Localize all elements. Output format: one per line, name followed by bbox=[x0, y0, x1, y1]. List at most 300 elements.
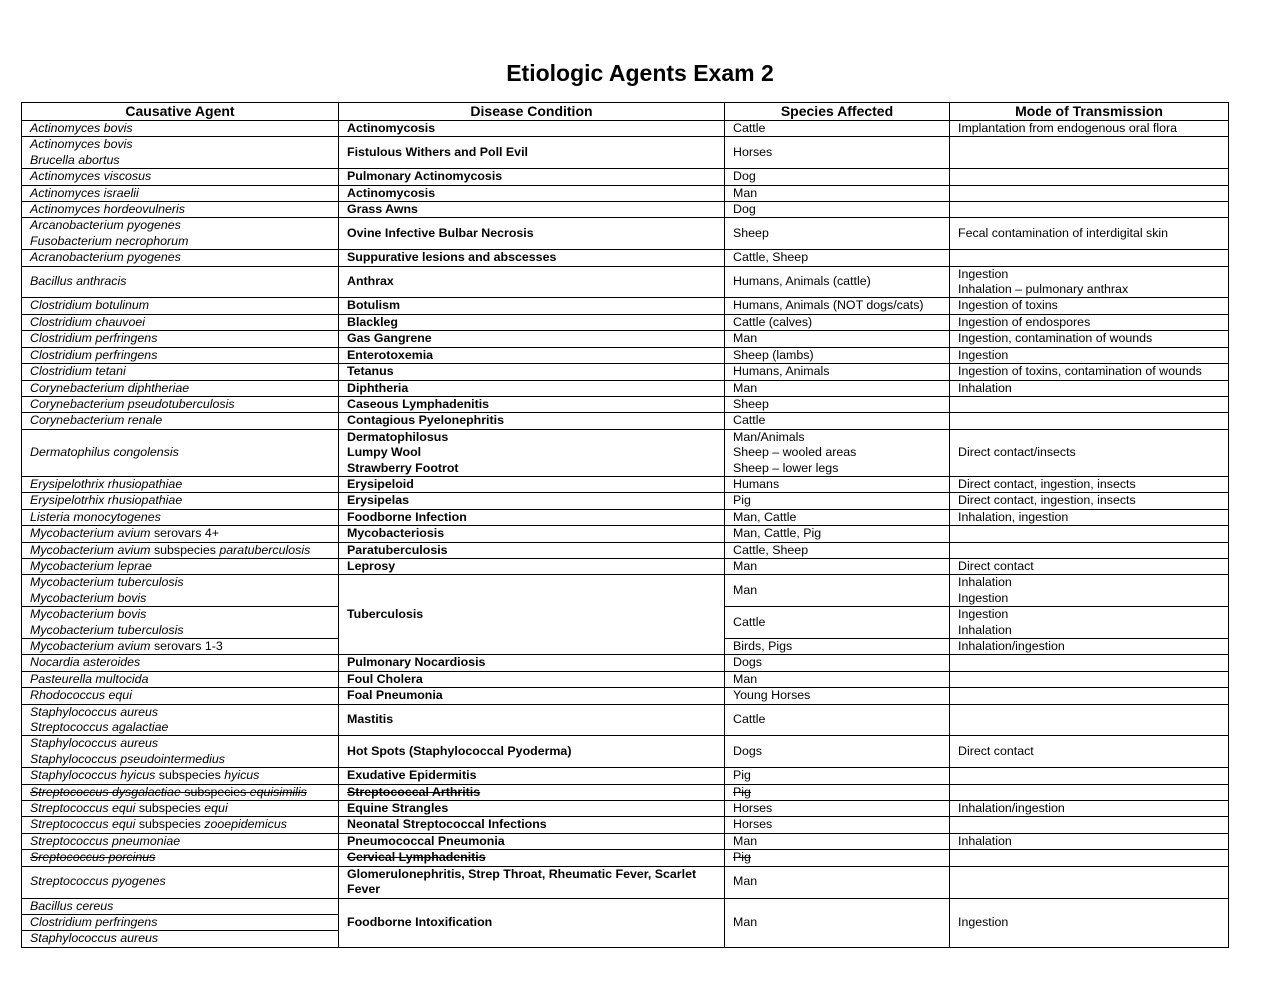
table-row bbox=[22, 429, 1229, 476]
cell-line: Direct contact bbox=[958, 744, 1034, 759]
cell-line: Mycobacterium bovis bbox=[30, 607, 147, 622]
cell-species-affected bbox=[725, 202, 950, 218]
cell-species-affected bbox=[725, 314, 950, 330]
cell-line: Direct contact/insects bbox=[958, 445, 1076, 460]
cell-line: Humans, Animals (cattle) bbox=[733, 274, 871, 289]
cell-species-affected bbox=[725, 655, 950, 671]
table-row bbox=[22, 850, 1229, 866]
cell-line: Sheep bbox=[733, 396, 769, 411]
table-row bbox=[22, 768, 1229, 784]
cell-species-affected bbox=[725, 736, 950, 768]
cell-line: Dogs bbox=[733, 655, 762, 670]
cell-line: Ingestion bbox=[958, 347, 1009, 362]
cell-mode-of-transmission bbox=[950, 396, 1229, 412]
cell-line: Acranobacterium pyogenes bbox=[30, 250, 181, 265]
cell-disease-condition bbox=[339, 898, 725, 947]
cell-species-affected bbox=[725, 347, 950, 363]
cell-line: Clostridium chauvoei bbox=[30, 314, 146, 329]
cell-line: Man bbox=[733, 331, 758, 346]
cell-mode-of-transmission bbox=[950, 169, 1229, 185]
table-row bbox=[22, 542, 1229, 558]
cell-disease-condition bbox=[339, 768, 725, 784]
cell-line: Rhodococcus equi bbox=[30, 688, 132, 703]
table-row bbox=[22, 688, 1229, 704]
table-row bbox=[22, 898, 1229, 914]
cell-mode-of-transmission bbox=[950, 688, 1229, 704]
cell-mode-of-transmission bbox=[950, 850, 1229, 866]
cell-disease-condition bbox=[339, 801, 725, 817]
cell-line: Hot Spots (Staphylococcal Pyoderma) bbox=[347, 744, 572, 759]
cell-line: Cattle bbox=[733, 413, 766, 428]
table-row bbox=[22, 331, 1229, 347]
cell-mode-of-transmission bbox=[950, 250, 1229, 266]
cell-causative-agent bbox=[22, 526, 339, 542]
cell-causative-agent bbox=[22, 429, 339, 476]
cell-line: Mycobacterium leprae bbox=[30, 558, 152, 573]
cell-species-affected bbox=[725, 542, 950, 558]
cell-disease-condition bbox=[339, 364, 725, 380]
cell-mode-of-transmission bbox=[950, 476, 1229, 492]
table-row bbox=[22, 833, 1229, 849]
table-row bbox=[22, 801, 1229, 817]
cell-causative-agent bbox=[22, 509, 339, 525]
cell-line: Dermatophilosus bbox=[347, 429, 449, 444]
cell-species-affected bbox=[725, 768, 950, 784]
header-row bbox=[22, 103, 1229, 121]
cell-line: Pulmonary Actinomycosis bbox=[347, 169, 503, 184]
table-row bbox=[22, 314, 1229, 330]
cell-species-affected bbox=[725, 250, 950, 266]
cell-species-affected bbox=[725, 396, 950, 412]
cell-line: Inhalation bbox=[958, 575, 1012, 590]
agent-text-part: equi bbox=[204, 801, 228, 816]
cell-line: Sheep – lower legs bbox=[733, 460, 839, 475]
cell-line: Staphylococcus aureus bbox=[30, 931, 159, 946]
cell-causative-agent bbox=[22, 784, 339, 800]
cell-causative-agent bbox=[22, 898, 339, 914]
table-row bbox=[22, 866, 1229, 898]
cell-mode-of-transmission bbox=[950, 298, 1229, 314]
table-row bbox=[22, 558, 1229, 574]
cell-line: Ingestion of endospores bbox=[958, 314, 1091, 329]
cell-line: Suppurative lesions and abscesses bbox=[347, 250, 557, 265]
table-row bbox=[22, 137, 1229, 169]
agent-text-part: Mycobacterium avium bbox=[30, 639, 151, 653]
cell-line: Man/Animals bbox=[733, 429, 805, 444]
cell-line: Dog bbox=[733, 169, 756, 184]
cell-disease-condition bbox=[339, 509, 725, 525]
cell-causative-agent bbox=[22, 833, 339, 849]
cell-line: Leprosy bbox=[347, 558, 396, 573]
etiologic-agents-table bbox=[21, 102, 1229, 948]
cell-causative-agent bbox=[22, 493, 339, 509]
cell-causative-agent bbox=[22, 331, 339, 347]
cell-line: Pig bbox=[733, 784, 751, 799]
cell-line: Humans, Animals bbox=[733, 364, 830, 379]
agent-text-part: equisimilis bbox=[249, 784, 307, 799]
agent-text-part: hyicus bbox=[224, 768, 260, 783]
cell-line: Inhalation, ingestion bbox=[958, 509, 1069, 524]
cell-disease-condition bbox=[339, 202, 725, 218]
cell-species-affected bbox=[725, 817, 950, 833]
cell-line: Contagious Pyelonephritis bbox=[347, 413, 504, 428]
cell-line: Direct contact, ingestion, insects bbox=[958, 493, 1136, 508]
cell-line: Inhalation bbox=[958, 380, 1012, 395]
cell-line: Mycobacterium tuberculosis bbox=[30, 622, 184, 637]
cell-species-affected bbox=[725, 784, 950, 800]
cell-line: Pig bbox=[733, 850, 751, 865]
cell-species-affected bbox=[725, 688, 950, 704]
table-row bbox=[22, 121, 1229, 137]
table-row bbox=[22, 493, 1229, 509]
cell-line: Streptococcus agalactiae bbox=[30, 720, 169, 735]
cell-disease-condition bbox=[339, 137, 725, 169]
cell-line: Erysipelotrhix rhusiopathiae bbox=[30, 493, 183, 508]
cell-line: Corynebacterium pseudotuberculosis bbox=[30, 396, 235, 411]
cell-species-affected bbox=[725, 185, 950, 201]
table-row bbox=[22, 347, 1229, 363]
cell-mode-of-transmission bbox=[950, 801, 1229, 817]
agent-text-part: Mycobacterium avium bbox=[30, 526, 151, 541]
cell-mode-of-transmission bbox=[950, 218, 1229, 250]
cell-mode-of-transmission bbox=[950, 202, 1229, 218]
cell-mode-of-transmission bbox=[950, 413, 1229, 429]
cell-mode-of-transmission bbox=[950, 526, 1229, 542]
cell-line: Actinomycosis bbox=[347, 185, 436, 200]
cell-line: Actinomycosis bbox=[347, 121, 436, 135]
cell-line: Man bbox=[733, 671, 758, 686]
cell-disease-condition bbox=[339, 558, 725, 574]
cell-line: Mycobacterium bovis bbox=[30, 590, 147, 605]
cell-line: Humans, Animals (NOT dogs/cats) bbox=[733, 298, 924, 313]
cell-line: Inhalation bbox=[958, 833, 1012, 848]
cell-line: Horses bbox=[733, 801, 773, 816]
cell-line: Sheep (lambs) bbox=[733, 347, 814, 362]
agent-text-part: Staphylococcus hyicus bbox=[30, 768, 156, 783]
cell-causative-agent bbox=[22, 688, 339, 704]
cell-mode-of-transmission bbox=[950, 137, 1229, 169]
cell-mode-of-transmission bbox=[950, 575, 1229, 607]
cell-disease-condition bbox=[339, 413, 725, 429]
cell-mode-of-transmission bbox=[950, 542, 1229, 558]
cell-line: Actinomyces israelii bbox=[30, 185, 139, 200]
cell-line: Erysipeloid bbox=[347, 476, 414, 491]
cell-species-affected bbox=[725, 298, 950, 314]
cell-line: Dermatophilus congolensis bbox=[30, 445, 179, 460]
cell-line: Paratuberculosis bbox=[347, 542, 448, 557]
agent-text-part: Streptococcus equi bbox=[30, 801, 136, 816]
cell-line: Humans bbox=[733, 476, 780, 491]
cell-line: Foul Cholera bbox=[347, 671, 423, 686]
cell-species-affected bbox=[725, 671, 950, 687]
cell-line: Horses bbox=[733, 817, 773, 832]
cell-mode-of-transmission bbox=[950, 833, 1229, 849]
cell-line: Ingestion bbox=[958, 590, 1009, 605]
cell-causative-agent bbox=[22, 639, 339, 655]
cell-line: Mycobacteriosis bbox=[347, 526, 445, 541]
cell-mode-of-transmission bbox=[950, 817, 1229, 833]
cell-line: Tuberculosis bbox=[347, 607, 424, 622]
agent-text-part: subspecies bbox=[155, 768, 225, 783]
table-row bbox=[22, 526, 1229, 542]
header-mode-of-transmission: Mode of Transmission bbox=[950, 103, 1229, 121]
cell-line: Dog bbox=[733, 202, 756, 217]
cell-line: Horses bbox=[733, 145, 773, 160]
cell-line: Cervical Lymphadenitis bbox=[347, 850, 486, 865]
cell-line: Birds, Pigs bbox=[733, 639, 793, 653]
table-row bbox=[22, 704, 1229, 736]
cell-causative-agent bbox=[22, 380, 339, 396]
cell-line: Corynebacterium diphtheriae bbox=[30, 380, 190, 395]
cell-causative-agent bbox=[22, 413, 339, 429]
cell-line: Inhalation – pulmonary anthrax bbox=[958, 282, 1129, 297]
cell-line: Streptococcus pyogenes bbox=[30, 874, 166, 889]
cell-species-affected bbox=[725, 429, 950, 476]
cell-species-affected bbox=[725, 833, 950, 849]
cell-species-affected bbox=[725, 476, 950, 492]
cell-line: Bacillus anthracis bbox=[30, 274, 127, 289]
agent-text-part: subspecies bbox=[180, 784, 250, 799]
cell-disease-condition bbox=[339, 784, 725, 800]
cell-line: Man bbox=[733, 914, 758, 929]
agent-text-part: Streptococcus equi bbox=[30, 817, 136, 832]
cell-causative-agent bbox=[22, 931, 339, 947]
cell-disease-condition bbox=[339, 526, 725, 542]
cell-mode-of-transmission bbox=[950, 493, 1229, 509]
cell-line: Ingestion bbox=[958, 607, 1009, 622]
cell-species-affected bbox=[725, 413, 950, 429]
cell-line: Pig bbox=[733, 493, 751, 508]
cell-causative-agent bbox=[22, 704, 339, 736]
table-row bbox=[22, 169, 1229, 185]
cell-disease-condition bbox=[339, 655, 725, 671]
table-row bbox=[22, 364, 1229, 380]
cell-species-affected bbox=[725, 639, 950, 655]
cell-species-affected bbox=[725, 850, 950, 866]
cell-causative-agent bbox=[22, 575, 339, 607]
cell-disease-condition bbox=[339, 169, 725, 185]
cell-line: Sheep bbox=[733, 226, 769, 241]
cell-line: Glomerulonephritis, Strep Throat, Rheumatic Fever, Scarlet bbox=[347, 866, 697, 881]
cell-disease-condition bbox=[339, 347, 725, 363]
cell-mode-of-transmission bbox=[950, 509, 1229, 525]
table-row bbox=[22, 575, 1229, 607]
cell-line: Botulism bbox=[347, 298, 401, 313]
cell-line: Man, Cattle, Pig bbox=[733, 526, 822, 541]
cell-causative-agent bbox=[22, 817, 339, 833]
table-row bbox=[22, 266, 1229, 298]
cell-line: Actinomyces viscosus bbox=[30, 169, 152, 184]
cell-mode-of-transmission bbox=[950, 266, 1229, 298]
table-row bbox=[22, 509, 1229, 525]
cell-causative-agent bbox=[22, 218, 339, 250]
table-row bbox=[22, 202, 1229, 218]
cell-line: Grass Awns bbox=[347, 202, 418, 217]
cell-line: Dogs bbox=[733, 744, 762, 759]
table-row bbox=[22, 298, 1229, 314]
cell-line: Actinomyces bovis bbox=[30, 121, 133, 135]
cell-disease-condition bbox=[339, 185, 725, 201]
cell-line: Mycobacterium tuberculosis bbox=[30, 575, 184, 590]
cell-disease-condition bbox=[339, 429, 725, 476]
cell-species-affected bbox=[725, 898, 950, 947]
cell-line: Erysipelothrix rhusiopathiae bbox=[30, 476, 183, 491]
cell-line: Tetanus bbox=[347, 364, 394, 379]
cell-causative-agent bbox=[22, 347, 339, 363]
cell-causative-agent bbox=[22, 185, 339, 201]
agent-text-part: subspecies bbox=[135, 817, 205, 832]
cell-disease-condition bbox=[339, 396, 725, 412]
cell-line: Ingestion bbox=[958, 266, 1009, 281]
header-disease-condition: Disease Condition bbox=[339, 103, 725, 121]
cell-disease-condition bbox=[339, 218, 725, 250]
agent-text-part: zooepidemicus bbox=[204, 817, 287, 832]
cell-line: Fever bbox=[347, 882, 381, 897]
cell-causative-agent bbox=[22, 364, 339, 380]
cell-line: Ingestion bbox=[958, 914, 1009, 929]
cell-causative-agent bbox=[22, 850, 339, 866]
cell-line: Man bbox=[733, 583, 758, 598]
cell-line: Man bbox=[733, 185, 758, 200]
cell-line: Brucella abortus bbox=[30, 152, 120, 167]
cell-disease-condition bbox=[339, 575, 725, 655]
cell-disease-condition bbox=[339, 736, 725, 768]
cell-disease-condition bbox=[339, 380, 725, 396]
cell-line: Foodborne Intoxification bbox=[347, 914, 493, 929]
cell-line: Equine Strangles bbox=[347, 801, 449, 816]
cell-line: Inhalation/ingestion bbox=[958, 801, 1065, 816]
cell-line: Foal Pneumonia bbox=[347, 688, 443, 703]
cell-line: Inhalation/ingestion bbox=[958, 639, 1065, 653]
cell-line: Strawberry Footrot bbox=[347, 460, 459, 475]
cell-line: Diphtheria bbox=[347, 380, 409, 395]
table-row bbox=[22, 784, 1229, 800]
cell-causative-agent bbox=[22, 137, 339, 169]
cell-line: Man, Cattle bbox=[733, 509, 797, 524]
cell-species-affected bbox=[725, 169, 950, 185]
cell-causative-agent bbox=[22, 655, 339, 671]
cell-species-affected bbox=[725, 866, 950, 898]
agent-text-part: subspecies bbox=[150, 542, 220, 557]
cell-mode-of-transmission bbox=[950, 607, 1229, 639]
table-row bbox=[22, 476, 1229, 492]
cell-line: Blackleg bbox=[347, 314, 398, 329]
table-row bbox=[22, 655, 1229, 671]
cell-mode-of-transmission bbox=[950, 121, 1229, 137]
cell-line: Neonatal Streptococcal Infections bbox=[347, 817, 547, 832]
cell-mode-of-transmission bbox=[950, 898, 1229, 947]
cell-mode-of-transmission bbox=[950, 671, 1229, 687]
cell-causative-agent bbox=[22, 169, 339, 185]
cell-line: Corynebacterium renale bbox=[30, 413, 163, 428]
cell-line: Clostridium tetani bbox=[30, 364, 126, 379]
cell-line: Clostridium perfringens bbox=[30, 331, 158, 346]
cell-species-affected bbox=[725, 380, 950, 396]
cell-line: Cattle bbox=[733, 614, 766, 629]
cell-species-affected bbox=[725, 121, 950, 137]
cell-line: Mastitis bbox=[347, 712, 394, 727]
cell-line: Staphylococcus pseudointermedius bbox=[30, 751, 225, 766]
cell-species-affected bbox=[725, 137, 950, 169]
cell-disease-condition bbox=[339, 542, 725, 558]
cell-causative-agent bbox=[22, 768, 339, 784]
cell-disease-condition bbox=[339, 817, 725, 833]
cell-mode-of-transmission bbox=[950, 736, 1229, 768]
cell-disease-condition bbox=[339, 266, 725, 298]
cell-line: Direct contact, ingestion, insects bbox=[958, 476, 1136, 491]
cell-disease-condition bbox=[339, 866, 725, 898]
cell-species-affected bbox=[725, 493, 950, 509]
agent-text-part: paratuberculosis bbox=[219, 542, 311, 557]
cell-line: Actinomyces hordeovulneris bbox=[30, 202, 185, 217]
table-row bbox=[22, 250, 1229, 266]
cell-line: Fecal contamination of interdigital skin bbox=[958, 226, 1169, 241]
cell-mode-of-transmission bbox=[950, 185, 1229, 201]
cell-causative-agent bbox=[22, 121, 339, 137]
cell-mode-of-transmission bbox=[950, 639, 1229, 655]
table-row bbox=[22, 185, 1229, 201]
cell-mode-of-transmission bbox=[950, 364, 1229, 380]
cell-mode-of-transmission bbox=[950, 347, 1229, 363]
cell-line: Ovine Infective Bulbar Necrosis bbox=[347, 226, 534, 241]
cell-line: Sreptococcus porcinus bbox=[30, 850, 156, 865]
cell-line: Fistulous Withers and Poll Evil bbox=[347, 145, 528, 160]
cell-line: Cattle, Sheep bbox=[733, 542, 809, 557]
cell-disease-condition bbox=[339, 476, 725, 492]
cell-line: Streptococcus pneumoniae bbox=[30, 833, 181, 848]
cell-disease-condition bbox=[339, 704, 725, 736]
cell-line: Streptococcal Arthritis bbox=[347, 784, 481, 799]
cell-mode-of-transmission bbox=[950, 429, 1229, 476]
cell-line: Staphylococcus aureus bbox=[30, 704, 159, 719]
cell-line: Direct contact bbox=[958, 558, 1034, 573]
cell-species-affected bbox=[725, 558, 950, 574]
cell-mode-of-transmission bbox=[950, 768, 1229, 784]
agent-text-part: subspecies bbox=[135, 801, 205, 816]
cell-causative-agent bbox=[22, 914, 339, 930]
cell-line: Ingestion, contamination of wounds bbox=[958, 331, 1153, 346]
cell-mode-of-transmission bbox=[950, 331, 1229, 347]
cell-disease-condition bbox=[339, 493, 725, 509]
cell-causative-agent bbox=[22, 671, 339, 687]
cell-species-affected bbox=[725, 218, 950, 250]
table-row bbox=[22, 413, 1229, 429]
agent-text-part: serovars 4+ bbox=[150, 526, 220, 541]
cell-line: Cattle, Sheep bbox=[733, 250, 809, 265]
cell-line: Sheep – wooled areas bbox=[733, 445, 857, 460]
cell-line: Cattle bbox=[733, 712, 766, 727]
cell-causative-agent bbox=[22, 298, 339, 314]
cell-causative-agent bbox=[22, 801, 339, 817]
table-row bbox=[22, 671, 1229, 687]
cell-line: Fusobacterium necrophorum bbox=[30, 233, 189, 248]
table-body bbox=[22, 121, 1229, 948]
cell-disease-condition bbox=[339, 298, 725, 314]
cell-line: Young Horses bbox=[733, 688, 811, 703]
cell-line: Arcanobacterium pyogenes bbox=[30, 218, 181, 233]
cell-mode-of-transmission bbox=[950, 704, 1229, 736]
cell-line: Clostridium perfringens bbox=[30, 914, 158, 929]
table-row bbox=[22, 396, 1229, 412]
cell-causative-agent bbox=[22, 314, 339, 330]
cell-mode-of-transmission bbox=[950, 784, 1229, 800]
cell-line: Pig bbox=[733, 768, 751, 783]
cell-line: Clostridium perfringens bbox=[30, 347, 158, 362]
cell-causative-agent bbox=[22, 266, 339, 298]
cell-line: Ingestion of toxins bbox=[958, 298, 1058, 313]
table-row bbox=[22, 218, 1229, 250]
cell-causative-agent bbox=[22, 558, 339, 574]
